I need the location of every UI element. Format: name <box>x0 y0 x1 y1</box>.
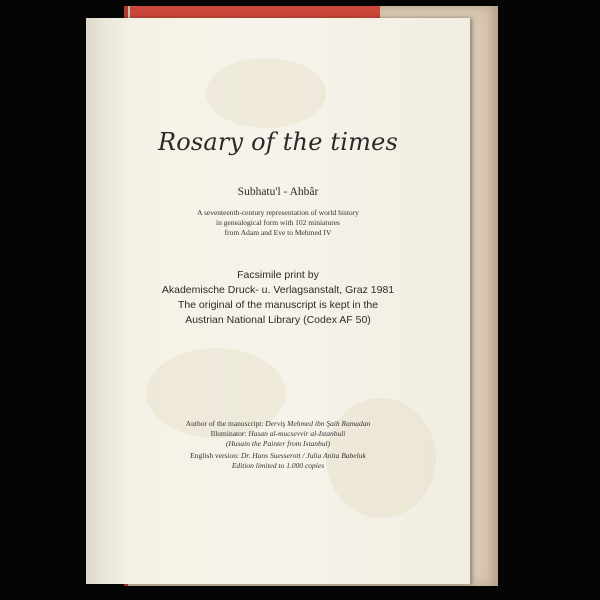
book-cover-red-edge <box>130 6 380 18</box>
book-description <box>86 208 470 238</box>
author-name: Derviş Mehmed ibn Şaih Ramadan <box>265 419 371 428</box>
edition-note: Edition limited to 1.000 copies <box>231 461 325 470</box>
english-version-credit <box>86 451 470 461</box>
illustrator-credit <box>86 429 470 439</box>
illustrator-name: Hasan al-mucsevvir al-Istanbuli <box>248 429 346 438</box>
facsimile-notice <box>86 268 470 328</box>
illustrator-alt-name: (Husain the Painter from Istanbul) <box>225 439 331 448</box>
english-version-names: Dr. Hans Suesserott / Julia Anita Babeluk <box>241 451 366 460</box>
credits-block <box>86 419 470 471</box>
author-credit <box>86 419 470 429</box>
author-label: Author of the manuscript: <box>185 419 264 428</box>
english-version-label: English version: <box>190 451 240 460</box>
description-line: in genealogical form with 102 miniatures <box>216 218 340 227</box>
book-subtitle: Subhatu'l - Ahbâr <box>237 186 319 198</box>
description-line: from Adam and Eve to Mehmed IV <box>224 228 332 237</box>
facsimile-line: Facsimile print by <box>237 269 319 281</box>
illustrator-label: Illuminator: <box>210 429 247 438</box>
description-line: A seventeenth-century representation of world history <box>197 208 359 217</box>
book-title: Rosary of the times <box>157 128 399 156</box>
facsimile-line: The original of the manuscript is kept in the <box>177 299 379 311</box>
facsimile-line: Akademische Druck- u. Verlagsanstalt, Graz 1981 <box>161 284 395 296</box>
facsimile-line: Austrian National Library (Codex AF 50) <box>185 314 371 326</box>
